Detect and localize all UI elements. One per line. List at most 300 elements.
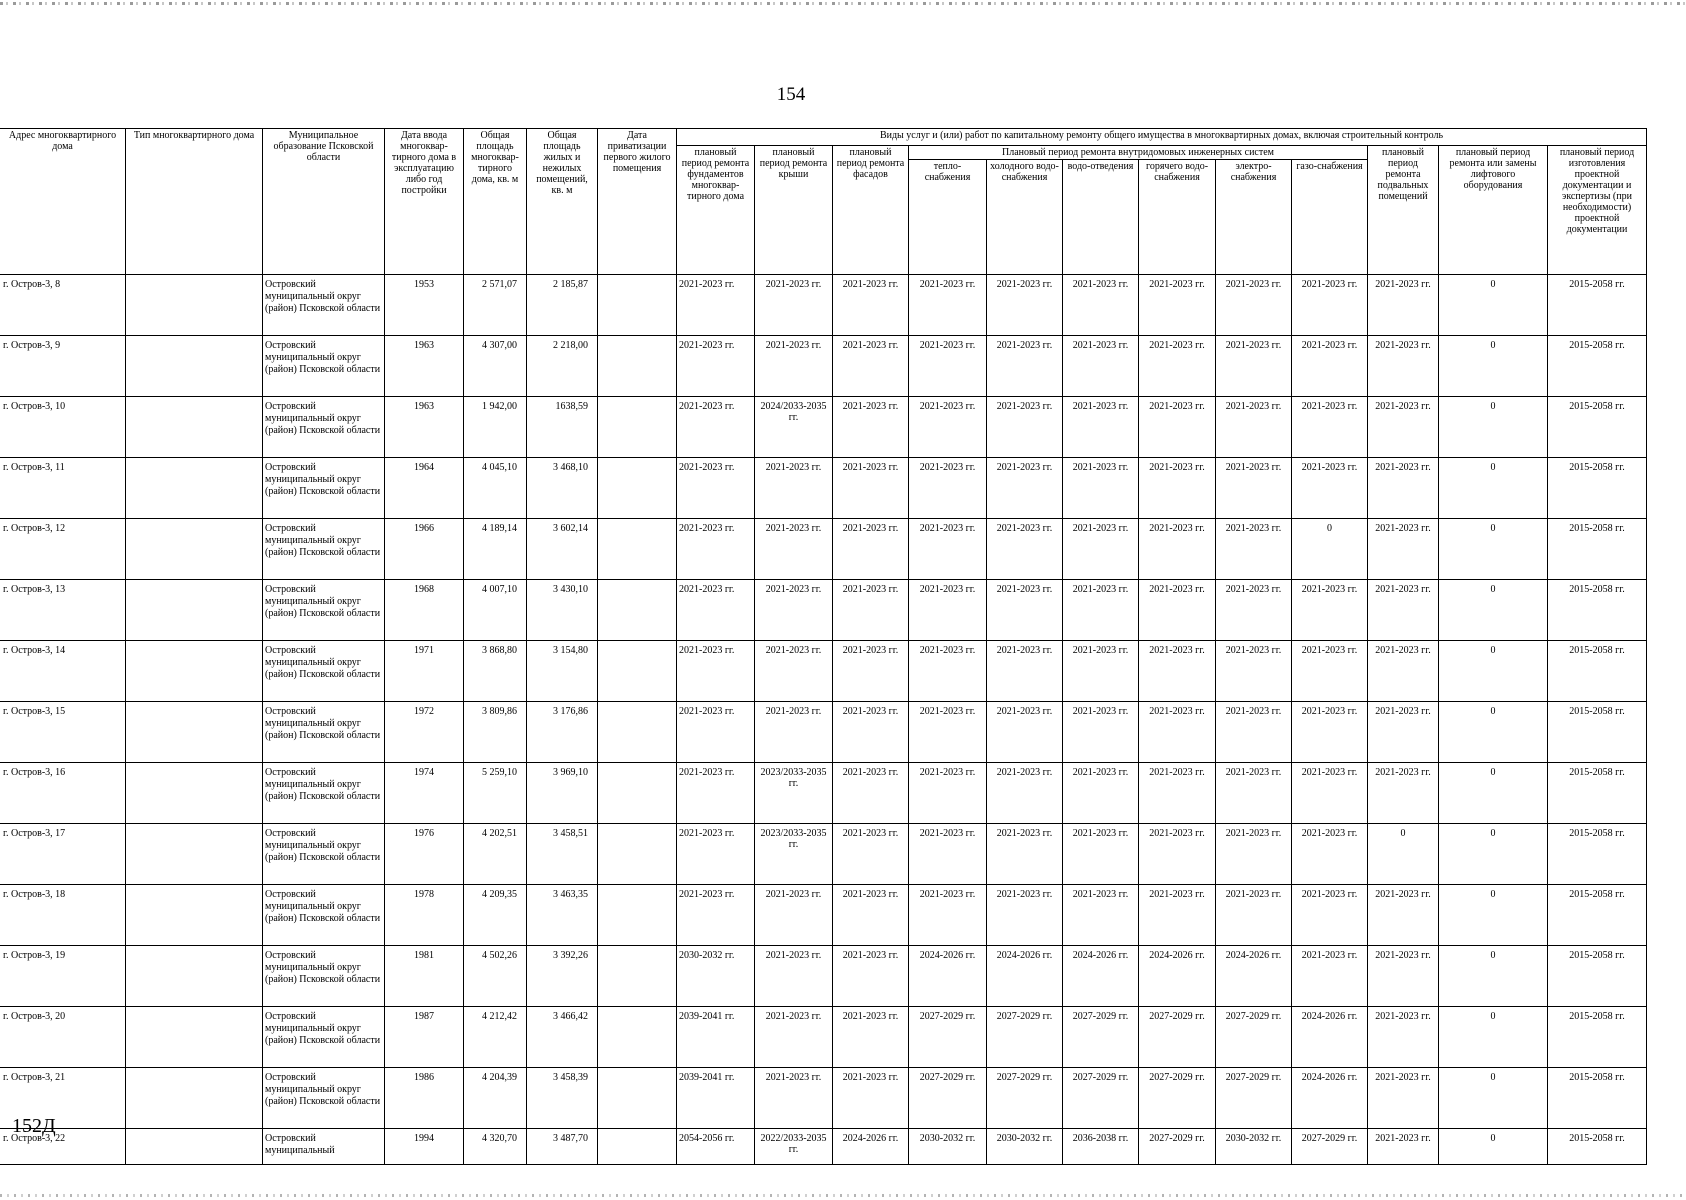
cell-hot-water: 2027-2029 гг. bbox=[1139, 1007, 1216, 1068]
header-systems-group: Плановый период ремонта внутридомовых инженерных систем bbox=[909, 146, 1368, 160]
cell-total-area: 4 045,10 bbox=[464, 458, 527, 519]
cell-sewerage: 2021-2023 гг. bbox=[1063, 336, 1139, 397]
cell-facade: 2021-2023 гг. bbox=[833, 763, 909, 824]
cell-hot-water: 2024-2026 гг. bbox=[1139, 946, 1216, 1007]
table-row bbox=[0, 519, 1647, 580]
cell-municipality: Островский муниципальный округ (район) Псковской области bbox=[263, 824, 385, 885]
cell-commission-year: 1978 bbox=[385, 885, 464, 946]
cell-total-area: 4 007,10 bbox=[464, 580, 527, 641]
cell-facade: 2021-2023 гг. bbox=[833, 1007, 909, 1068]
cell-lift: 0 bbox=[1439, 885, 1548, 946]
cell-facade: 2021-2023 гг. bbox=[833, 275, 909, 336]
cell-total-area: 4 320,70 bbox=[464, 1129, 527, 1165]
header-electric-supply: электро-снабжения bbox=[1216, 160, 1292, 275]
cell-design-docs: 2015-2058 гг. bbox=[1548, 946, 1647, 1007]
cell-address: г. Остров-3, 10 bbox=[0, 397, 126, 458]
cell-lift: 0 bbox=[1439, 336, 1548, 397]
cell-sewerage: 2027-2029 гг. bbox=[1063, 1068, 1139, 1129]
cell-foundation: 2021-2023 гг. bbox=[677, 519, 755, 580]
cell-electric-supply: 2021-2023 гг. bbox=[1216, 763, 1292, 824]
table-row bbox=[0, 702, 1647, 763]
header-basement: плановый период ремонта подвальных помещений bbox=[1368, 146, 1439, 275]
cell-address: г. Остров-3, 16 bbox=[0, 763, 126, 824]
cell-sewerage: 2021-2023 гг. bbox=[1063, 580, 1139, 641]
cell-heat-supply: 2027-2029 гг. bbox=[909, 1068, 987, 1129]
cell-sewerage: 2021-2023 гг. bbox=[1063, 641, 1139, 702]
cell-building-type bbox=[126, 1007, 263, 1068]
cell-roof: 2023/2033-2035 гг. bbox=[755, 763, 833, 824]
cell-cold-water: 2030-2032 гг. bbox=[987, 1129, 1063, 1165]
cell-gas-supply: 2024-2026 гг. bbox=[1292, 1007, 1368, 1068]
cell-commission-year: 1953 bbox=[385, 275, 464, 336]
cell-hot-water: 2021-2023 гг. bbox=[1139, 336, 1216, 397]
cell-sewerage: 2021-2023 гг. bbox=[1063, 885, 1139, 946]
cell-design-docs: 2015-2058 гг. bbox=[1548, 580, 1647, 641]
cell-total-area: 3 809,86 bbox=[464, 702, 527, 763]
cell-living-area: 1638,59 bbox=[527, 397, 598, 458]
cell-privatization-date bbox=[598, 1007, 677, 1068]
cell-basement: 2021-2023 гг. bbox=[1368, 458, 1439, 519]
cell-lift: 0 bbox=[1439, 1129, 1548, 1165]
cell-foundation: 2021-2023 гг. bbox=[677, 641, 755, 702]
table-row bbox=[0, 1129, 1647, 1165]
cell-roof: 2021-2023 гг. bbox=[755, 1007, 833, 1068]
cell-basement: 2021-2023 гг. bbox=[1368, 519, 1439, 580]
cell-foundation: 2054-2056 гг. bbox=[677, 1129, 755, 1165]
cell-municipality: Островский муниципальный округ (район) Псковской области bbox=[263, 946, 385, 1007]
cell-gas-supply: 2021-2023 гг. bbox=[1292, 458, 1368, 519]
cell-total-area: 4 502,26 bbox=[464, 946, 527, 1007]
cell-cold-water: 2021-2023 гг. bbox=[987, 519, 1063, 580]
cell-basement: 2021-2023 гг. bbox=[1368, 1129, 1439, 1165]
cell-privatization-date bbox=[598, 458, 677, 519]
cell-electric-supply: 2021-2023 гг. bbox=[1216, 397, 1292, 458]
cell-municipality: Островский муниципальный округ (район) Псковской области bbox=[263, 580, 385, 641]
cell-lift: 0 bbox=[1439, 702, 1548, 763]
cell-cold-water: 2021-2023 гг. bbox=[987, 580, 1063, 641]
header-total-area: Общая площадь многоквар-тирного дома, кв. м bbox=[464, 129, 527, 275]
cell-basement: 2021-2023 гг. bbox=[1368, 1068, 1439, 1129]
cell-address: г. Остров-3, 13 bbox=[0, 580, 126, 641]
scan-bottom-edge bbox=[0, 1194, 1686, 1197]
cell-building-type bbox=[126, 702, 263, 763]
table-row bbox=[0, 763, 1647, 824]
cell-basement: 2021-2023 гг. bbox=[1368, 946, 1439, 1007]
cell-hot-water: 2021-2023 гг. bbox=[1139, 763, 1216, 824]
cell-address: г. Остров-3, 22 bbox=[0, 1129, 126, 1165]
cell-total-area: 2 571,07 bbox=[464, 275, 527, 336]
cell-sewerage: 2021-2023 гг. bbox=[1063, 519, 1139, 580]
table-row bbox=[0, 580, 1647, 641]
cell-electric-supply: 2021-2023 гг. bbox=[1216, 519, 1292, 580]
cell-address: г. Остров-3, 8 bbox=[0, 275, 126, 336]
cell-hot-water: 2027-2029 гг. bbox=[1139, 1068, 1216, 1129]
cell-foundation: 2021-2023 гг. bbox=[677, 397, 755, 458]
cell-living-area: 3 154,80 bbox=[527, 641, 598, 702]
cell-basement: 2021-2023 гг. bbox=[1368, 702, 1439, 763]
cell-foundation: 2021-2023 гг. bbox=[677, 763, 755, 824]
cell-electric-supply: 2021-2023 гг. bbox=[1216, 702, 1292, 763]
cell-facade: 2021-2023 гг. bbox=[833, 702, 909, 763]
cell-foundation: 2021-2023 гг. bbox=[677, 275, 755, 336]
header-municipality: Муниципальное образование Псковской области bbox=[263, 129, 385, 275]
cell-municipality: Островский муниципальный округ (район) Псковской области bbox=[263, 763, 385, 824]
cell-lift: 0 bbox=[1439, 580, 1548, 641]
cell-roof: 2021-2023 гг. bbox=[755, 1068, 833, 1129]
cell-design-docs: 2015-2058 гг. bbox=[1548, 397, 1647, 458]
cell-foundation: 2021-2023 гг. bbox=[677, 580, 755, 641]
cell-facade: 2021-2023 гг. bbox=[833, 519, 909, 580]
cell-hot-water: 2021-2023 гг. bbox=[1139, 885, 1216, 946]
cell-electric-supply: 2024-2026 гг. bbox=[1216, 946, 1292, 1007]
table-row bbox=[0, 275, 1647, 336]
cell-electric-supply: 2021-2023 гг. bbox=[1216, 275, 1292, 336]
cell-privatization-date bbox=[598, 397, 677, 458]
cell-sewerage: 2021-2023 гг. bbox=[1063, 824, 1139, 885]
cell-heat-supply: 2021-2023 гг. bbox=[909, 519, 987, 580]
header-facade: плановый период ремонта фасадов bbox=[833, 146, 909, 275]
header-building-type: Тип многоквартирного дома bbox=[126, 129, 263, 275]
cell-total-area: 1 942,00 bbox=[464, 397, 527, 458]
cell-hot-water: 2021-2023 гг. bbox=[1139, 275, 1216, 336]
cell-commission-year: 1987 bbox=[385, 1007, 464, 1068]
table-row bbox=[0, 397, 1647, 458]
cell-basement: 0 bbox=[1368, 824, 1439, 885]
cell-heat-supply: 2021-2023 гг. bbox=[909, 458, 987, 519]
cell-foundation: 2021-2023 гг. bbox=[677, 458, 755, 519]
cell-gas-supply: 2021-2023 гг. bbox=[1292, 397, 1368, 458]
cell-foundation: 2030-2032 гг. bbox=[677, 946, 755, 1007]
cell-design-docs: 2015-2058 гг. bbox=[1548, 1007, 1647, 1068]
cell-lift: 0 bbox=[1439, 1068, 1548, 1129]
cell-roof: 2021-2023 гг. bbox=[755, 885, 833, 946]
cell-heat-supply: 2030-2032 гг. bbox=[909, 1129, 987, 1165]
header-commission-year: Дата ввода многоквар-тирного дома в эксплуатацию либо год постройки bbox=[385, 129, 464, 275]
cell-total-area: 4 204,39 bbox=[464, 1068, 527, 1129]
cell-living-area: 3 392,26 bbox=[527, 946, 598, 1007]
cell-cold-water: 2024-2026 гг. bbox=[987, 946, 1063, 1007]
cell-gas-supply: 2021-2023 гг. bbox=[1292, 946, 1368, 1007]
cell-privatization-date bbox=[598, 1068, 677, 1129]
table-row bbox=[0, 946, 1647, 1007]
cell-cold-water: 2021-2023 гг. bbox=[987, 885, 1063, 946]
cell-building-type bbox=[126, 580, 263, 641]
cell-commission-year: 1963 bbox=[385, 397, 464, 458]
table-row bbox=[0, 885, 1647, 946]
cell-design-docs: 2015-2058 гг. bbox=[1548, 1129, 1647, 1165]
cell-building-type bbox=[126, 946, 263, 1007]
cell-roof: 2023/2033-2035 гг. bbox=[755, 824, 833, 885]
cell-municipality: Островский муниципальный округ (район) Псковской области bbox=[263, 336, 385, 397]
page-number: 154 bbox=[776, 84, 806, 105]
cell-address: г. Остров-3, 12 bbox=[0, 519, 126, 580]
cell-privatization-date bbox=[598, 946, 677, 1007]
cell-building-type bbox=[126, 336, 263, 397]
cell-address: г. Остров-3, 19 bbox=[0, 946, 126, 1007]
capital-repair-table-container bbox=[0, 128, 1647, 1165]
header-roof: плановый период ремонта крыши bbox=[755, 146, 833, 275]
cell-roof: 2021-2023 гг. bbox=[755, 946, 833, 1007]
cell-design-docs: 2015-2058 гг. bbox=[1548, 702, 1647, 763]
cell-design-docs: 2015-2058 гг. bbox=[1548, 885, 1647, 946]
cell-building-type bbox=[126, 641, 263, 702]
cell-living-area: 2 218,00 bbox=[527, 336, 598, 397]
cell-lift: 0 bbox=[1439, 641, 1548, 702]
cell-design-docs: 2015-2058 гг. bbox=[1548, 336, 1647, 397]
cell-lift: 0 bbox=[1439, 275, 1548, 336]
cell-cold-water: 2021-2023 гг. bbox=[987, 763, 1063, 824]
header-design-docs: плановый период изготовления проектной документации и экспертизы (при необходимости) проектной документации bbox=[1548, 146, 1647, 275]
cell-hot-water: 2021-2023 гг. bbox=[1139, 458, 1216, 519]
cell-commission-year: 1981 bbox=[385, 946, 464, 1007]
cell-hot-water: 2021-2023 гг. bbox=[1139, 580, 1216, 641]
cell-address: г. Остров-3, 14 bbox=[0, 641, 126, 702]
header-sewerage: водо-отведения bbox=[1063, 160, 1139, 275]
cell-cold-water: 2021-2023 гг. bbox=[987, 336, 1063, 397]
cell-facade: 2021-2023 гг. bbox=[833, 458, 909, 519]
cell-living-area: 3 430,10 bbox=[527, 580, 598, 641]
cell-total-area: 4 307,00 bbox=[464, 336, 527, 397]
cell-gas-supply: 2021-2023 гг. bbox=[1292, 885, 1368, 946]
cell-gas-supply: 2021-2023 гг. bbox=[1292, 580, 1368, 641]
cell-total-area: 4 209,35 bbox=[464, 885, 527, 946]
cell-lift: 0 bbox=[1439, 1007, 1548, 1068]
cell-gas-supply: 2021-2023 гг. bbox=[1292, 275, 1368, 336]
cell-cold-water: 2021-2023 гг. bbox=[987, 275, 1063, 336]
cell-privatization-date bbox=[598, 275, 677, 336]
cell-basement: 2021-2023 гг. bbox=[1368, 641, 1439, 702]
cell-address: г. Остров-3, 11 bbox=[0, 458, 126, 519]
cell-lift: 0 bbox=[1439, 824, 1548, 885]
cell-roof: 2024/2033-2035 гг. bbox=[755, 397, 833, 458]
cell-facade: 2021-2023 гг. bbox=[833, 1068, 909, 1129]
cell-facade: 2021-2023 гг. bbox=[833, 885, 909, 946]
cell-building-type bbox=[126, 1129, 263, 1165]
cell-heat-supply: 2021-2023 гг. bbox=[909, 397, 987, 458]
cell-municipality: Островский муниципальный округ (район) Псковской области bbox=[263, 1068, 385, 1129]
cell-cold-water: 2021-2023 гг. bbox=[987, 397, 1063, 458]
cell-municipality: Островский муниципальный округ (район) Псковской области bbox=[263, 519, 385, 580]
cell-sewerage: 2021-2023 гг. bbox=[1063, 763, 1139, 824]
header-heat-supply: тепло-снабжения bbox=[909, 160, 987, 275]
cell-lift: 0 bbox=[1439, 397, 1548, 458]
cell-living-area: 3 463,35 bbox=[527, 885, 598, 946]
cell-heat-supply: 2027-2029 гг. bbox=[909, 1007, 987, 1068]
cell-gas-supply: 0 bbox=[1292, 519, 1368, 580]
cell-heat-supply: 2024-2026 гг. bbox=[909, 946, 987, 1007]
cell-commission-year: 1972 bbox=[385, 702, 464, 763]
table-header bbox=[0, 129, 1647, 275]
cell-sewerage: 2021-2023 гг. bbox=[1063, 275, 1139, 336]
cell-design-docs: 2015-2058 гг. bbox=[1548, 519, 1647, 580]
cell-commission-year: 1964 bbox=[385, 458, 464, 519]
cell-building-type bbox=[126, 519, 263, 580]
header-privatization-date: Дата приватизации первого жилого помещения bbox=[598, 129, 677, 275]
cell-municipality: Островский муниципальный bbox=[263, 1129, 385, 1165]
cell-commission-year: 1986 bbox=[385, 1068, 464, 1129]
table-row bbox=[0, 458, 1647, 519]
cell-commission-year: 1971 bbox=[385, 641, 464, 702]
footer-page-label: 152Д bbox=[12, 1115, 56, 1137]
cell-sewerage: 2021-2023 гг. bbox=[1063, 702, 1139, 763]
header-address: Адрес многоквартирного дома bbox=[0, 129, 126, 275]
cell-electric-supply: 2021-2023 гг. bbox=[1216, 641, 1292, 702]
cell-heat-supply: 2021-2023 гг. bbox=[909, 824, 987, 885]
cell-basement: 2021-2023 гг. bbox=[1368, 580, 1439, 641]
cell-building-type bbox=[126, 1068, 263, 1129]
cell-municipality: Островский муниципальный округ (район) Псковской области bbox=[263, 702, 385, 763]
cell-design-docs: 2015-2058 гг. bbox=[1548, 275, 1647, 336]
cell-living-area: 3 969,10 bbox=[527, 763, 598, 824]
cell-design-docs: 2015-2058 гг. bbox=[1548, 1068, 1647, 1129]
cell-gas-supply: 2021-2023 гг. bbox=[1292, 702, 1368, 763]
cell-hot-water: 2021-2023 гг. bbox=[1139, 641, 1216, 702]
cell-gas-supply: 2027-2029 гг. bbox=[1292, 1129, 1368, 1165]
header-gas-supply: газо-снабжения bbox=[1292, 160, 1368, 275]
cell-heat-supply: 2021-2023 гг. bbox=[909, 763, 987, 824]
cell-lift: 0 bbox=[1439, 763, 1548, 824]
cell-basement: 2021-2023 гг. bbox=[1368, 397, 1439, 458]
cell-municipality: Островский муниципальный округ (район) Псковской области bbox=[263, 275, 385, 336]
cell-lift: 0 bbox=[1439, 519, 1548, 580]
cell-foundation: 2039-2041 гг. bbox=[677, 1068, 755, 1129]
cell-cold-water: 2021-2023 гг. bbox=[987, 641, 1063, 702]
cell-foundation: 2039-2041 гг. bbox=[677, 1007, 755, 1068]
cell-roof: 2021-2023 гг. bbox=[755, 458, 833, 519]
cell-heat-supply: 2021-2023 гг. bbox=[909, 641, 987, 702]
cell-building-type bbox=[126, 824, 263, 885]
scan-top-edge bbox=[0, 2, 1686, 5]
cell-heat-supply: 2021-2023 гг. bbox=[909, 336, 987, 397]
cell-municipality: Островский муниципальный округ (район) Псковской области bbox=[263, 458, 385, 519]
cell-living-area: 3 466,42 bbox=[527, 1007, 598, 1068]
cell-commission-year: 1963 bbox=[385, 336, 464, 397]
cell-gas-supply: 2021-2023 гг. bbox=[1292, 641, 1368, 702]
cell-privatization-date bbox=[598, 519, 677, 580]
cell-facade: 2021-2023 гг. bbox=[833, 641, 909, 702]
table-row bbox=[0, 1068, 1647, 1129]
cell-electric-supply: 2021-2023 гг. bbox=[1216, 458, 1292, 519]
table-row bbox=[0, 1007, 1647, 1068]
cell-hot-water: 2021-2023 гг. bbox=[1139, 824, 1216, 885]
cell-building-type bbox=[126, 885, 263, 946]
cell-living-area: 3 458,39 bbox=[527, 1068, 598, 1129]
table-row bbox=[0, 336, 1647, 397]
cell-address: г. Остров-3, 21 bbox=[0, 1068, 126, 1129]
cell-basement: 2021-2023 гг. bbox=[1368, 275, 1439, 336]
cell-roof: 2021-2023 гг. bbox=[755, 580, 833, 641]
cell-cold-water: 2027-2029 гг. bbox=[987, 1007, 1063, 1068]
cell-heat-supply: 2021-2023 гг. bbox=[909, 275, 987, 336]
cell-facade: 2021-2023 гг. bbox=[833, 580, 909, 641]
cell-basement: 2021-2023 гг. bbox=[1368, 336, 1439, 397]
cell-privatization-date bbox=[598, 580, 677, 641]
cell-building-type bbox=[126, 275, 263, 336]
cell-electric-supply: 2030-2032 гг. bbox=[1216, 1129, 1292, 1165]
header-works-group: Виды услуг и (или) работ по капитальному ремонту общего имущества в многоквартирных домах, включая строительный контроль bbox=[677, 129, 1647, 146]
table-row bbox=[0, 824, 1647, 885]
cell-roof: 2021-2023 гг. bbox=[755, 336, 833, 397]
cell-privatization-date bbox=[598, 885, 677, 946]
cell-total-area: 4 212,42 bbox=[464, 1007, 527, 1068]
cell-commission-year: 1994 bbox=[385, 1129, 464, 1165]
cell-roof: 2022/2033-2035 гг. bbox=[755, 1129, 833, 1165]
cell-roof: 2021-2023 гг. bbox=[755, 641, 833, 702]
cell-basement: 2021-2023 гг. bbox=[1368, 763, 1439, 824]
cell-cold-water: 2021-2023 гг. bbox=[987, 702, 1063, 763]
cell-cold-water: 2027-2029 гг. bbox=[987, 1068, 1063, 1129]
cell-address: г. Остров-3, 15 bbox=[0, 702, 126, 763]
cell-privatization-date bbox=[598, 824, 677, 885]
cell-gas-supply: 2021-2023 гг. bbox=[1292, 824, 1368, 885]
cell-heat-supply: 2021-2023 гг. bbox=[909, 885, 987, 946]
cell-privatization-date bbox=[598, 641, 677, 702]
cell-facade: 2021-2023 гг. bbox=[833, 336, 909, 397]
cell-gas-supply: 2021-2023 гг. bbox=[1292, 336, 1368, 397]
cell-address: г. Остров-3, 18 bbox=[0, 885, 126, 946]
cell-hot-water: 2027-2029 гг. bbox=[1139, 1129, 1216, 1165]
header-lift: плановый период ремонта или замены лифтового оборудования bbox=[1439, 146, 1548, 275]
cell-lift: 0 bbox=[1439, 458, 1548, 519]
cell-facade: 2021-2023 гг. bbox=[833, 397, 909, 458]
cell-commission-year: 1974 bbox=[385, 763, 464, 824]
cell-gas-supply: 2024-2026 гг. bbox=[1292, 1068, 1368, 1129]
cell-sewerage: 2027-2029 гг. bbox=[1063, 1007, 1139, 1068]
cell-total-area: 3 868,80 bbox=[464, 641, 527, 702]
cell-privatization-date bbox=[598, 763, 677, 824]
cell-foundation: 2021-2023 гг. bbox=[677, 885, 755, 946]
cell-building-type bbox=[126, 763, 263, 824]
cell-sewerage: 2036-2038 гг. bbox=[1063, 1129, 1139, 1165]
cell-roof: 2021-2023 гг. bbox=[755, 275, 833, 336]
cell-commission-year: 1966 bbox=[385, 519, 464, 580]
cell-privatization-date bbox=[598, 1129, 677, 1165]
cell-municipality: Островский муниципальный округ (район) Псковской области bbox=[263, 1007, 385, 1068]
cell-design-docs: 2015-2058 гг. bbox=[1548, 824, 1647, 885]
cell-address: г. Остров-3, 17 bbox=[0, 824, 126, 885]
header-cold-water: холодного водо-снабжения bbox=[987, 160, 1063, 275]
cell-design-docs: 2015-2058 гг. bbox=[1548, 458, 1647, 519]
cell-total-area: 4 189,14 bbox=[464, 519, 527, 580]
cell-living-area: 3 468,10 bbox=[527, 458, 598, 519]
cell-electric-supply: 2021-2023 гг. bbox=[1216, 885, 1292, 946]
cell-cold-water: 2021-2023 гг. bbox=[987, 458, 1063, 519]
cell-facade: 2021-2023 гг. bbox=[833, 946, 909, 1007]
cell-basement: 2021-2023 гг. bbox=[1368, 1007, 1439, 1068]
cell-living-area: 3 487,70 bbox=[527, 1129, 598, 1165]
header-foundation: плановый период ремонта фундаментов многоквар-тирного дома bbox=[677, 146, 755, 275]
cell-municipality: Островский муниципальный округ (район) Псковской области bbox=[263, 397, 385, 458]
cell-foundation: 2021-2023 гг. bbox=[677, 824, 755, 885]
cell-gas-supply: 2021-2023 гг. bbox=[1292, 763, 1368, 824]
cell-roof: 2021-2023 гг. bbox=[755, 519, 833, 580]
cell-facade: 2024-2026 гг. bbox=[833, 1129, 909, 1165]
cell-building-type bbox=[126, 458, 263, 519]
cell-living-area: 3 458,51 bbox=[527, 824, 598, 885]
cell-hot-water: 2021-2023 гг. bbox=[1139, 519, 1216, 580]
cell-heat-supply: 2021-2023 гг. bbox=[909, 702, 987, 763]
cell-living-area: 3 602,14 bbox=[527, 519, 598, 580]
cell-electric-supply: 2021-2023 гг. bbox=[1216, 336, 1292, 397]
capital-repair-table bbox=[0, 128, 1647, 1165]
table-body bbox=[0, 275, 1647, 1165]
cell-address: г. Остров-3, 9 bbox=[0, 336, 126, 397]
cell-municipality: Островский муниципальный округ (район) Псковской области bbox=[263, 641, 385, 702]
cell-heat-supply: 2021-2023 гг. bbox=[909, 580, 987, 641]
cell-sewerage: 2024-2026 гг. bbox=[1063, 946, 1139, 1007]
cell-design-docs: 2015-2058 гг. bbox=[1548, 641, 1647, 702]
cell-foundation: 2021-2023 гг. bbox=[677, 336, 755, 397]
